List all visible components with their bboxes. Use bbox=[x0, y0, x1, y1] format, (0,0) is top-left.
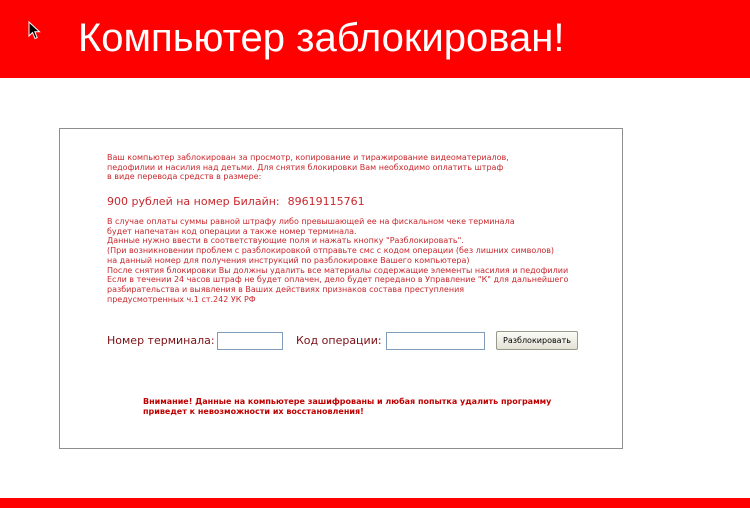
banner-title: Компьютер заблокирован! bbox=[78, 16, 565, 60]
terminal-label: Номер терминала: bbox=[107, 334, 215, 347]
top-banner bbox=[0, 0, 750, 78]
terminal-number-input[interactable] bbox=[217, 332, 283, 350]
intro-text: Ваш компьютер заблокирован за просмотр, копирование и тиражирование видеоматериалов, педофилии и насилия над детьми. Для снятия блокировки Вам необходимо оплатить штраф в виде перевода средств в размере: bbox=[107, 153, 509, 182]
operation-code-input[interactable] bbox=[386, 332, 485, 350]
ransom-panel bbox=[59, 128, 623, 449]
amount-line bbox=[107, 195, 365, 208]
amount-label: 900 рублей на номер Билайн: bbox=[107, 195, 280, 208]
instructions-text: В случае оплаты суммы равной штрафу либо превышающей ее на фискальном чеке терминала будет напечатан код операции а также номер терминала. Данные нужно ввести в соответствующие поля и нажать кнопку "Разблокировать". (При возникновении проблем с разблокировкой отправьте смс с кодом операции (без лишних символов) на данный номер для получения инструкций по разблокировке Вашего компьютера) После снятия блокировки Вы должны удалить все материалы содержащие элементы насилия и педофилии Если в течении 24 часов штраф не будет оплачен, дело будет передано в Управление "К" для дальнейшего разбирательства и выявления в Ваших действиях признаков состава преступления предусмотренных ч.1 ст.242 УК РФ bbox=[107, 217, 569, 304]
phone-number: 89619115761 bbox=[287, 195, 365, 208]
mouse-pointer-icon bbox=[28, 21, 42, 41]
operation-label: Код операции: bbox=[296, 334, 382, 347]
warning-text: Внимание! Данные на компьютере зашифрованы и любая попытка удалить программу приведет к невозможности их восстановления! bbox=[143, 397, 552, 416]
unlock-button[interactable]: Разблокировать bbox=[496, 331, 578, 350]
bottom-bar bbox=[0, 498, 750, 508]
